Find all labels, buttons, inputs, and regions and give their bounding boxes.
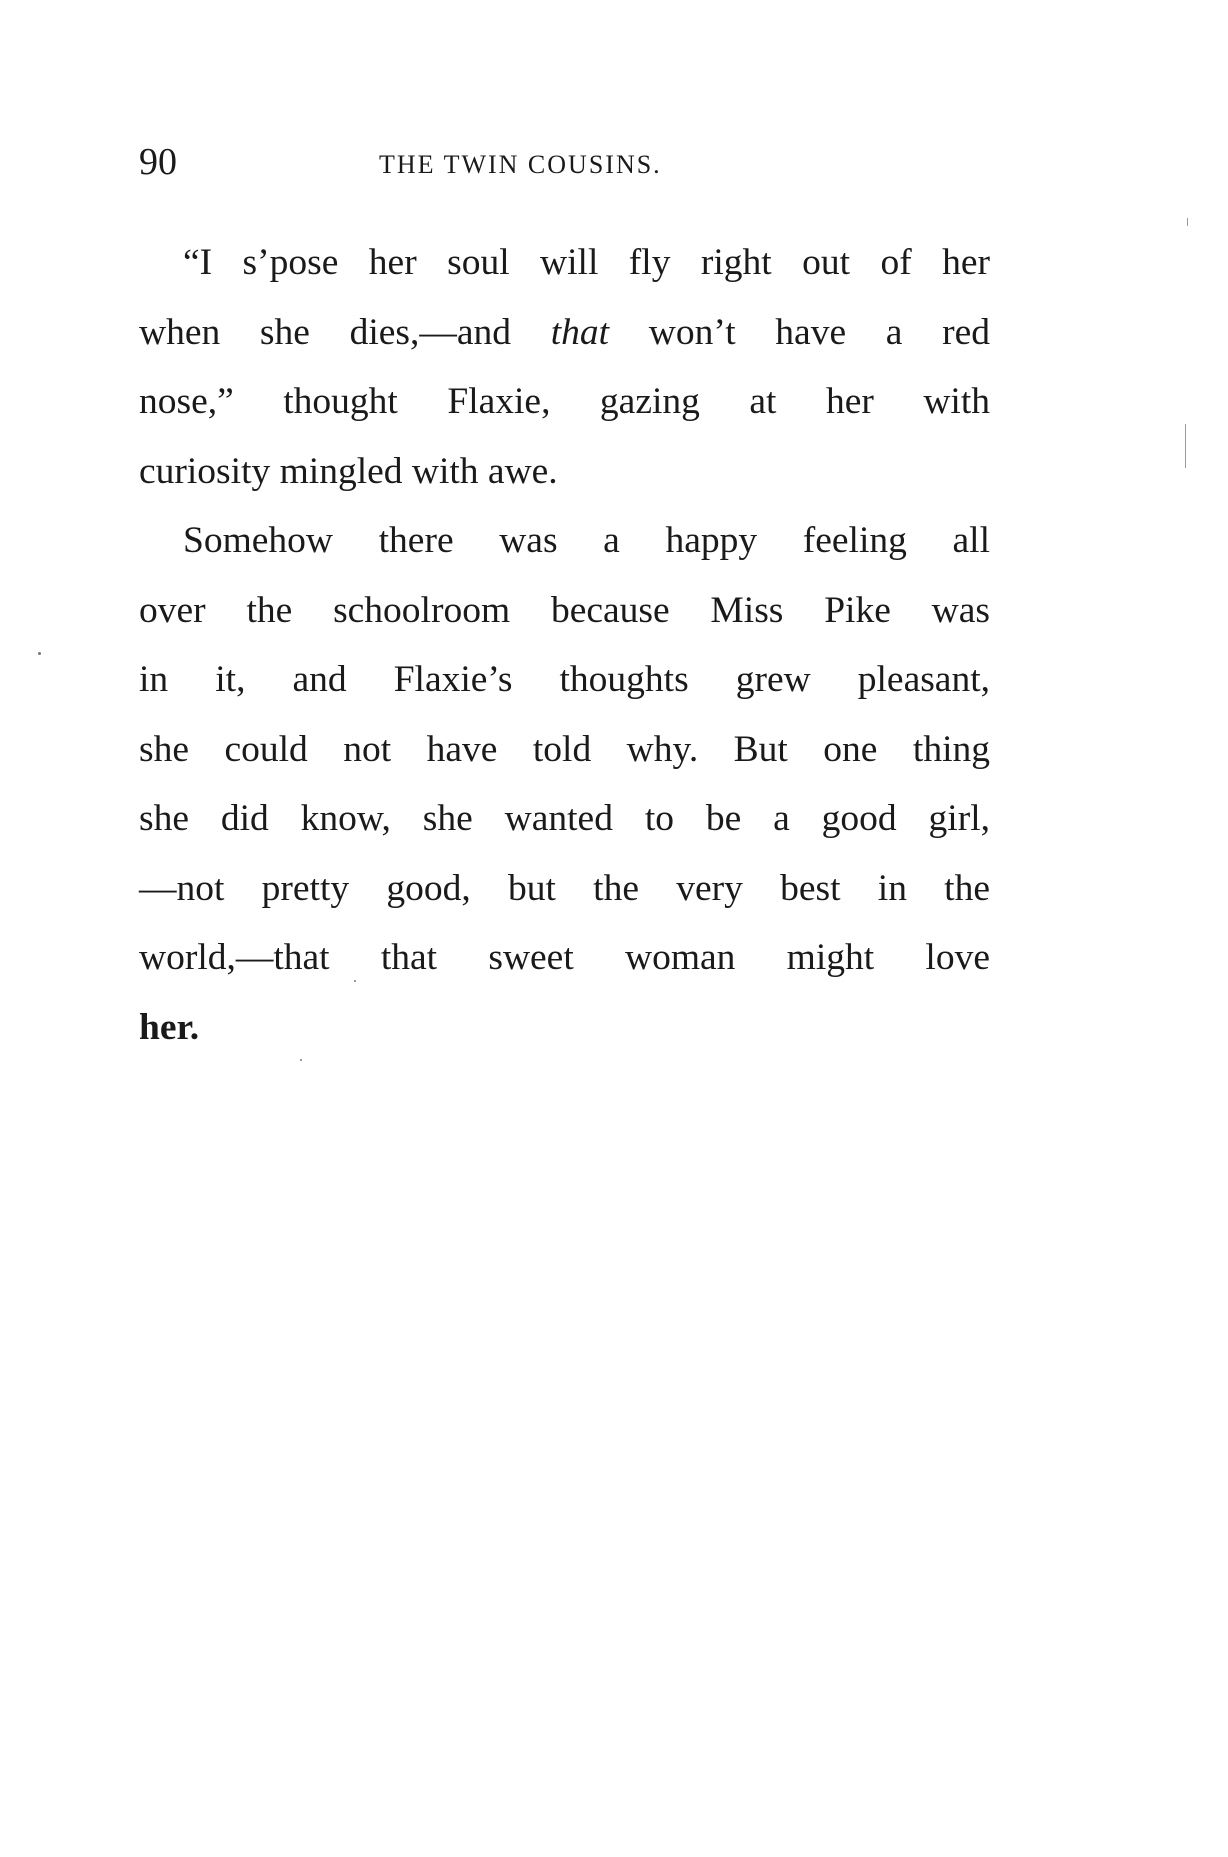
emphasized-word: that (550, 311, 610, 353)
scan-speck (38, 652, 41, 655)
scan-edge-mark (1187, 218, 1188, 226)
scan-speck (354, 980, 356, 982)
text-line: in it, and Flaxie’s thoughts grew pleasant, (139, 659, 990, 700)
scan-edge-mark (1185, 424, 1186, 468)
text-line: over the schoolroom because Miss Pike was (139, 589, 990, 631)
text-line: nose,” thought Flaxie, gazing at her with (139, 381, 990, 422)
text-line: Somehow there was a happy feeling all (183, 520, 990, 561)
text-line: “I s’pose her soul will fly right out of her (183, 242, 990, 283)
text-line: world,—that that sweet woman might love (139, 937, 990, 978)
body-text (139, 228, 990, 1062)
text-line: when she dies,—and that won’t have a red (139, 311, 991, 353)
text-line: she did know, she wanted to be a good girl, (139, 798, 990, 839)
text-line: she could not have told why. But one thing (139, 728, 990, 770)
running-head: THE TWIN COUSINS. (379, 150, 662, 179)
paragraph (139, 228, 990, 506)
text-line: her. (139, 1006, 200, 1048)
text-line: —not pretty good, but the very best in the (139, 867, 990, 909)
paragraph (139, 506, 990, 1062)
text-line: curiosity mingled with awe. (139, 450, 558, 492)
page-number: 90 (139, 141, 177, 183)
page-header (139, 140, 989, 190)
scan-speck (300, 1059, 302, 1061)
